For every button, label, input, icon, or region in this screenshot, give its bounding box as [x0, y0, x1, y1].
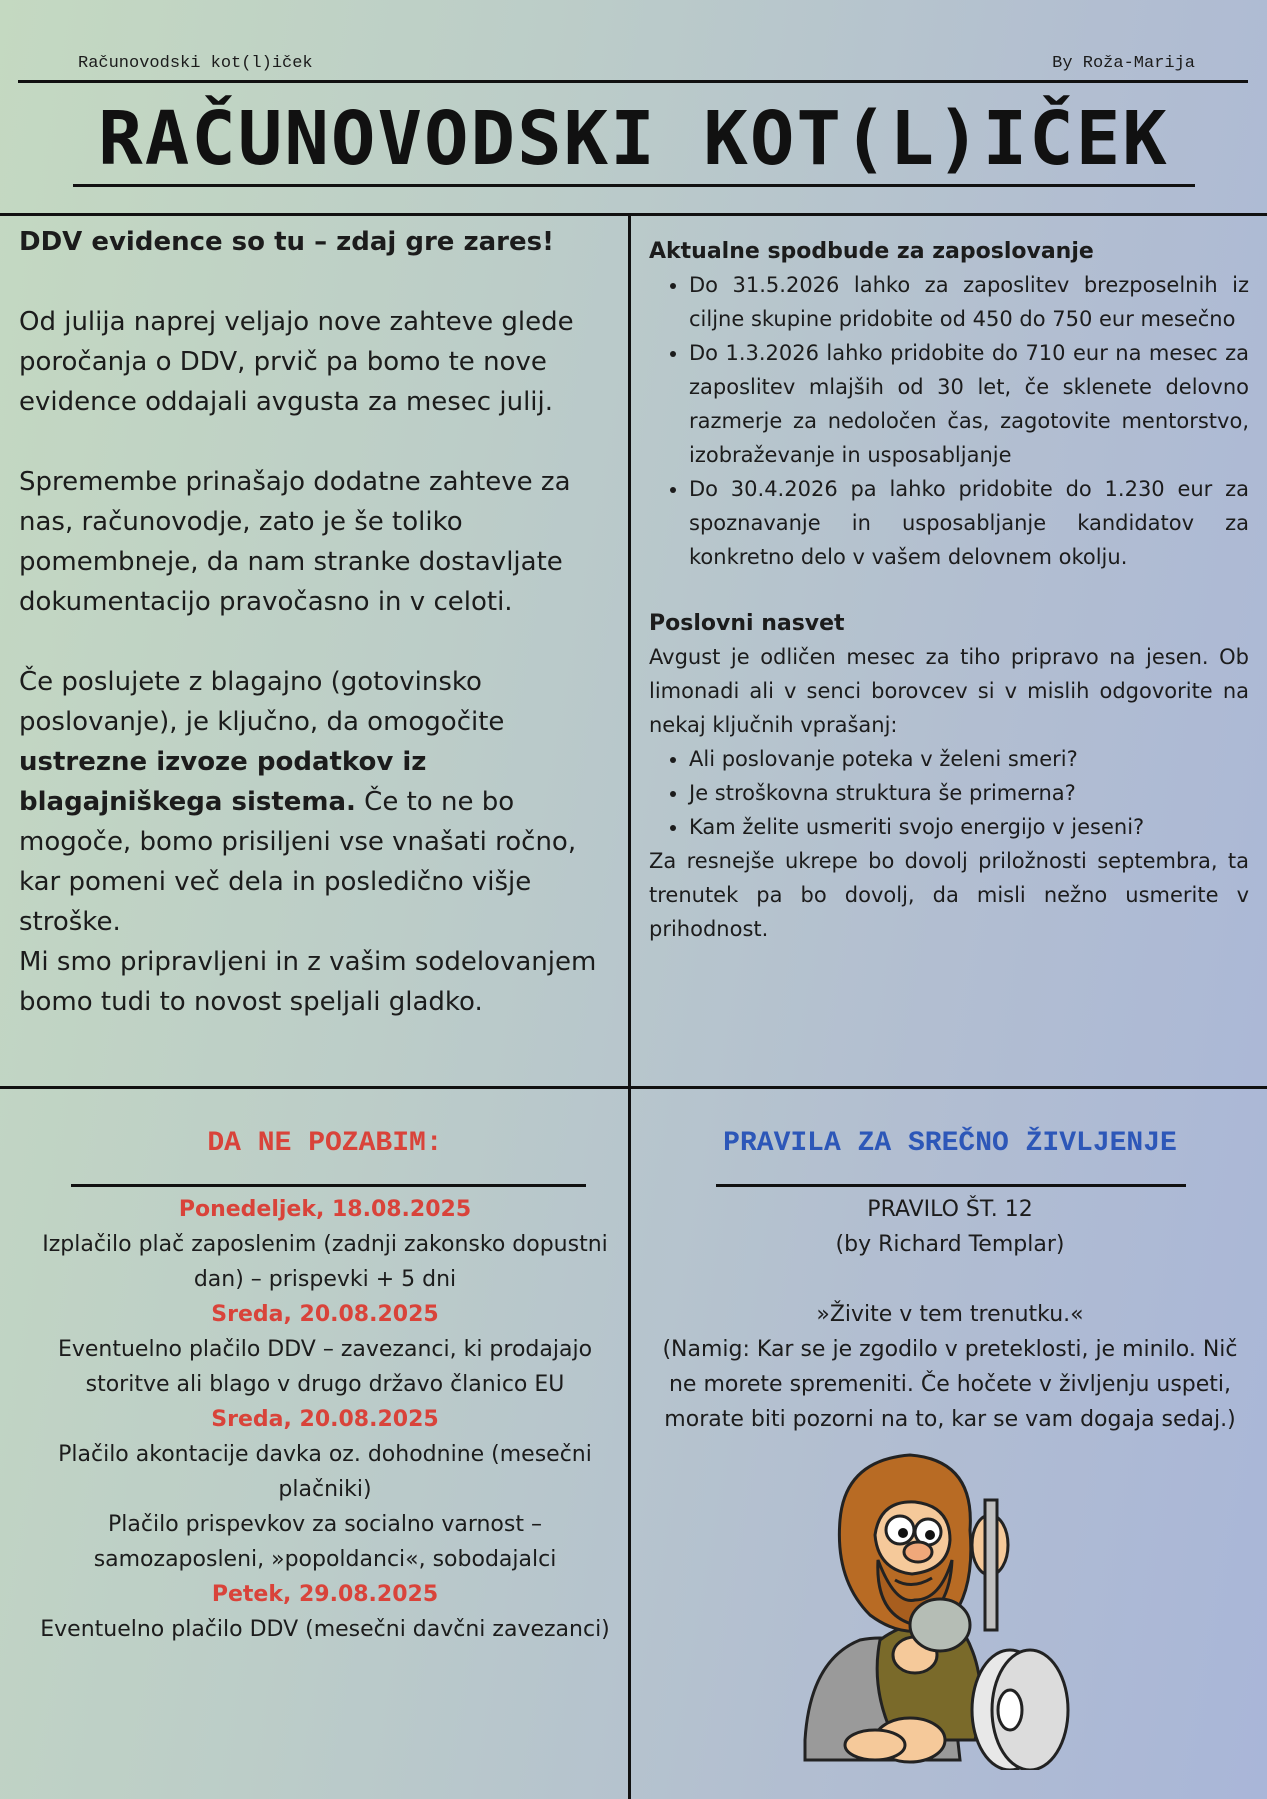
advice-question: • Je stroškovna struktura še primerna?: [689, 776, 1249, 810]
reminders-title: DA NE POZABIM:: [207, 1128, 443, 1159]
incentives-list: [649, 268, 1249, 574]
rule-hint: (Namig: Kar se je zgodilo v preteklosti, je minilo. Nič ne morete spremeniti. Če hočete v življenju uspeti, morate biti pozorni na to, kar se vam dogaja sedaj.): [662, 1337, 1238, 1432]
ddv-paragraph-4: Mi smo pripravljeni in z vašim sodelovanjem bomo tudi to novost speljali gladko.: [19, 947, 597, 1017]
grid-rule-top: [0, 213, 1267, 216]
masthead-title: RAČUNOVODSKI KOT(L)IČEK: [98, 96, 1169, 182]
reminder-date: Sreda, 20.08.2025: [211, 1302, 439, 1327]
reminder-text: Plačilo prispevkov za socialno varnost – samozaposleni, »popoldanci«, sobodajalci: [93, 1512, 557, 1572]
advice-title: Poslovni nasvet: [649, 611, 845, 636]
reminder-text: Eventuelno plačilo DDV (mesečni davčni zavezanci): [40, 1617, 610, 1642]
incentive-item: • Do 31.5.2026 lahko za zaposlitev brezposelnih iz ciljne skupine pridobite od 450 do 750 eur mesečno: [689, 268, 1249, 336]
ddv-p3-start: Če poslujete z blagajno (gotovinsko poslovanje), je ključno, da omogočite: [19, 667, 505, 737]
ddv-paragraph-3: [19, 662, 609, 942]
incentives-title: Aktualne spodbude za zaposlovanje: [649, 239, 1094, 264]
ddv-article: [19, 222, 609, 1022]
advice-outro: Za resnejše ukrepe bo dovolj priložnosti septembra, ta trenutek pa bo dovolj, da misli nežno usmerite v prihodnost.: [649, 849, 1249, 941]
ddv-paragraph-1: Od julija naprej veljajo nove zahteve glede poročanja o DDV, prvič pa bomo te nove evidence oddajali avgusta za mesec julij.: [19, 307, 574, 417]
rule-number: PRAVILO ŠT. 12: [867, 1197, 1033, 1222]
reminders-rule: [71, 1184, 586, 1187]
reminder-text: Izplačilo plač zaposlenim (zadnji zakonsko dopustni dan) – prispevki + 5 dni: [42, 1232, 608, 1292]
header-rule-top: [18, 80, 1248, 83]
reminder-text: Eventuelno plačilo DDV – zavezanci, ki prodajajo storitve ali blago v drugo državo članico EU: [57, 1337, 593, 1397]
reminder-date: Sreda, 20.08.2025: [211, 1407, 439, 1432]
reminder-date: Petek, 29.08.2025: [211, 1582, 439, 1607]
reminder-text: Plačilo akontacije davka oz. dohodnine (mesečni plačniki): [58, 1442, 592, 1502]
advice-questions: [649, 742, 1249, 844]
header-small-title: Računovodski kot(l)iček: [78, 54, 313, 73]
rule-quote: »Živite v tem trenutku.«: [816, 1302, 1084, 1327]
incentive-item: • Do 1.3.2026 lahko pridobite do 710 eur na mesec za zaposlitev mlajših od 30 let, če sklenete delovno razmerje za nedoločen čas, zagotovite mentorstvo, izobraževanje in usposabljanje: [689, 336, 1249, 472]
rules-rule: [716, 1184, 1186, 1187]
caveman-illustration: [800, 1440, 1100, 1770]
rules-title: PRAVILA ZA SREČNO ŽIVLJENJE: [723, 1128, 1177, 1159]
advice-question: • Kam želite usmeriti svojo energijo v jeseni?: [689, 810, 1249, 844]
header-author: By Roža-Marija: [1052, 54, 1195, 73]
advice-intro: Avgust je odličen mesec za tiho pripravo na jesen. Ob limonadi ali v senci borovcev si v mislih odgovorite na nekaj ključnih vprašanj:: [649, 645, 1249, 737]
advice-question: • Ali poslovanje poteka v želeni smeri?: [689, 742, 1249, 776]
grid-rule-vertical: [628, 213, 631, 1799]
incentives-advice-column: [649, 236, 1249, 946]
rule-author: (by Richard Templar): [835, 1232, 1065, 1257]
ddv-paragraph-2: Spremembe prinašajo dodatne zahteve za nas, računovodje, zato je še toliko pomembneje, da nam stranke dostavljate dokumentacijo pravočasno in v celoti.: [19, 467, 571, 617]
reminder-date: Ponedeljek, 18.08.2025: [178, 1197, 472, 1222]
ddv-p3-bold: ustrezne izvoze podatkov iz blagajniškega sistema.: [19, 747, 427, 817]
ddv-p3-end: Če to ne bo mogoče, bomo prisiljeni vse vnašati ročno, kar pomeni več dela in posledično višje stroške.: [19, 787, 577, 937]
grid-rule-middle: [0, 1086, 1267, 1089]
incentive-item: • Do 30.4.2026 pa lahko pridobite do 1.230 eur za spoznavanje in usposabljanje kandidatov za konkretno delo v vašem delovnem okolju.: [689, 472, 1249, 574]
reminders-list: [30, 1192, 620, 1647]
ddv-headline: DDV evidence so tu – zdaj gre zares!: [19, 227, 554, 257]
header-rule-bottom: [73, 184, 1195, 187]
rules-content: [655, 1192, 1245, 1437]
